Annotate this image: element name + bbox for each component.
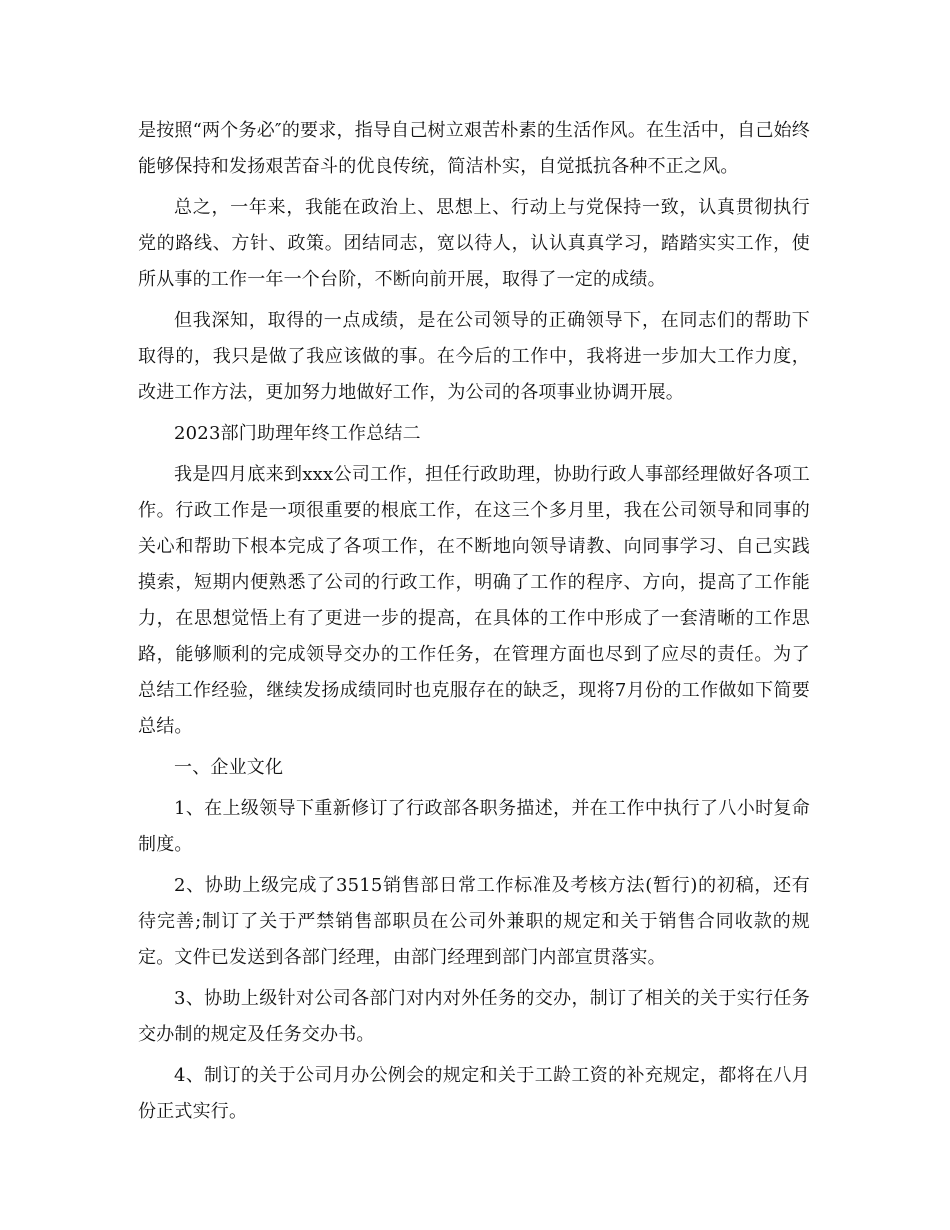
paragraph-2: 总之，一年来，我能在政治上、思想上、行动上与党保持一致，认真贯彻执行党的路线、方针、政策。团结同志，宽以待人，认认真真学习，踏踏实实工作，使所从事的工作一年一个台阶，不断向前开展，取得了一定的成绩。: [138, 197, 810, 290]
subsection-title: 一、企业文化: [174, 757, 284, 778]
section-title: 2023部门助理年终工作总结二: [174, 423, 421, 444]
list-item-1: 1、在上级领导下重新修订了行政部各职务描述，并在工作中执行了八小时复命制度。: [138, 798, 810, 855]
paragraph-1: 是按照“两个务必″的要求，指导自己树立艰苦朴素的生活作风。在生活中，自己始终能够保持和发扬艰苦奋斗的优良传统，简洁朴实，自觉抵抗各种不正之风。: [138, 120, 810, 177]
paragraph-3: 但我深知，取得的一点成绩，是在公司领导的正确领导下，在同志们的帮助下取得的，我只是做了我应该做的事。在今后的工作中，我将进一步加大工作力度，改进工作方法，更加努力地做好工作，为公司的各项事业协调开展。: [138, 310, 810, 403]
list-item-3: 3、协助上级针对公司各部门对内对外任务的交办，制订了相关的关于实行任务交办制的规定及任务交办书。: [138, 988, 810, 1045]
paragraph-5: 我是四月底来到xxx公司工作，担任行政助理，协助行政人事部经理做好各项工作。行政工作是一项很重要的根底工作，在这三个多月里，我在公司领导和同事的关心和帮助下根本完成了各项工作，在不断地向领导请教、向同事学习、自己实践摸索，短期内便熟悉了公司的行政工作，明确了工作的程序、方向，提高了工作能力，在思想觉悟上有了更进一步的提高，在具体的工作中形成了一套清晰的工作思路，能够顺利的完成领导交办的工作任务，在管理方面也尽到了应尽的责任。为了总结工作经验，继续发扬成绩同时也克服存在的缺乏，现将7月份的工作做如下简要总结。: [138, 464, 810, 737]
list-item-4: 4、制订的关于公司月办公例会的规定和关于工龄工资的补充规定，都将在八月份正式实行。: [138, 1065, 810, 1122]
document-body: [138, 113, 810, 1135]
list-item-2: 2、协助上级完成了3515销售部日常工作标准及考核方法(暂行)的初稿，还有待完善;制订了关于严禁销售部职员在公司外兼职的规定和关于销售合同收款的规定。文件已发送到各部门经理，由部门经理到部门内部宣贯落实。: [138, 875, 810, 968]
